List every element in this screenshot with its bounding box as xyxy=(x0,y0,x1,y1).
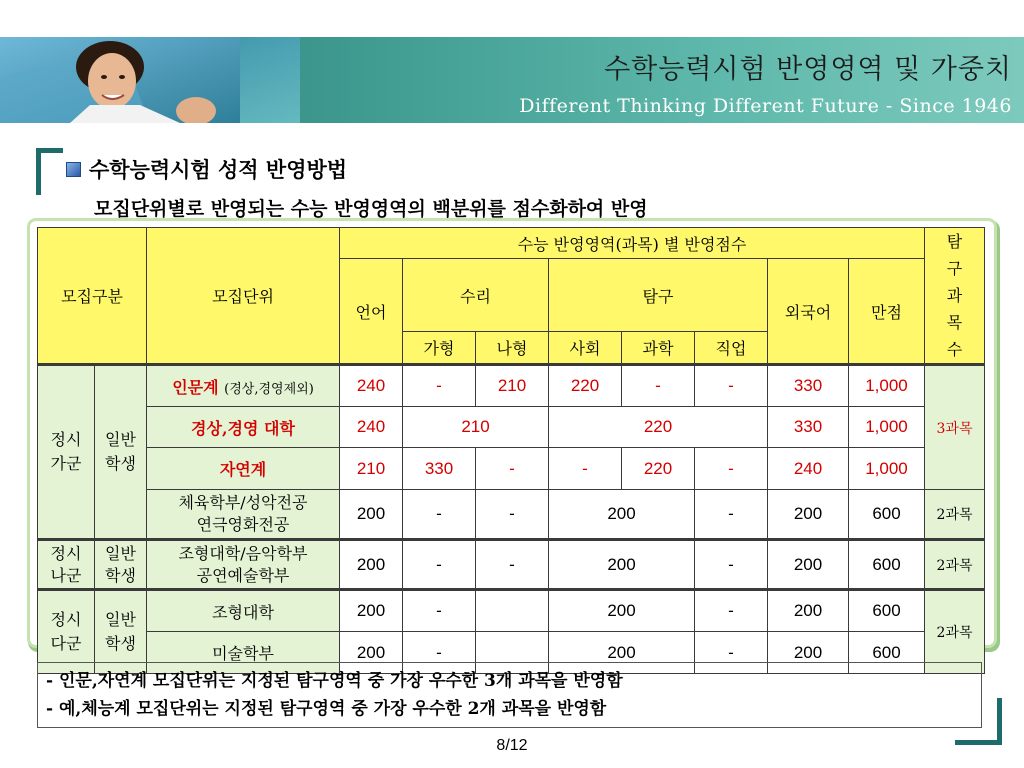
cell-foreign: 200 xyxy=(768,590,849,632)
section-subheading: 모집단위별로 반영되는 수능 반영영역의 백분위를 점수화하여 반영 xyxy=(94,198,648,220)
cell-total: 600 xyxy=(849,540,925,590)
notes-box xyxy=(37,662,982,728)
cell-math-ga: - xyxy=(403,590,476,632)
cell-math-na: 210 xyxy=(476,365,549,407)
corner-bracket-top-left xyxy=(36,148,63,195)
cell-tamgu: 220 xyxy=(549,407,768,448)
table-row xyxy=(38,407,985,448)
cell-lang: 200 xyxy=(340,590,403,632)
cell-lang: 240 xyxy=(340,365,403,407)
page-number: 8/12 xyxy=(496,737,528,754)
section-heading-text: 수학능력시험 성적 반영방법 xyxy=(89,157,348,182)
cell-total: 1,000 xyxy=(849,448,925,490)
cell-tamgu-count-ga: 3과목 xyxy=(925,365,985,490)
group-general-da: 일반 학생 xyxy=(95,590,147,674)
cell-math-na: - xyxy=(476,448,549,490)
cell-math-ga: - xyxy=(403,632,476,674)
cell-science: - xyxy=(622,365,695,407)
header-total: 만점 xyxy=(849,259,925,365)
cell-foreign: 200 xyxy=(768,540,849,590)
table-header-row xyxy=(38,228,985,259)
cell-tamgu: 200 xyxy=(549,540,695,590)
score-table xyxy=(37,227,985,674)
page-subtitle: Different Thinking Different Future - Since 1946 xyxy=(519,95,1012,117)
header-tamgu-count: 탐구과목수 xyxy=(925,228,985,365)
square-bullet-icon xyxy=(66,162,81,177)
table-row xyxy=(38,448,985,490)
header-photo-student xyxy=(0,37,240,123)
cell-foreign: 200 xyxy=(768,490,849,540)
cell-vocational: - xyxy=(695,490,768,540)
cell-vocational: - xyxy=(695,365,768,407)
cell-math: 210 xyxy=(403,407,549,448)
table-row xyxy=(38,365,985,407)
header-math-na: 나형 xyxy=(476,332,549,365)
cell-social: 220 xyxy=(549,365,622,407)
header-science: 과학 xyxy=(622,332,695,365)
cell-social: - xyxy=(549,448,622,490)
unit-design-music: 조형대학/음악학부 공연예술학부 xyxy=(147,540,340,590)
cell-foreign: 200 xyxy=(768,632,849,674)
cell-vocational: - xyxy=(695,540,768,590)
header-vocational: 직업 xyxy=(695,332,768,365)
cell-tamgu: 200 xyxy=(549,632,695,674)
cell-vocational: - xyxy=(695,590,768,632)
cell-vocational: - xyxy=(695,448,768,490)
group-ga-round: 정시 가군 xyxy=(38,365,95,540)
note-line: - 인문,자연계 모집단위는 지정된 탐구영역 중 가장 우수한 3개 과목을 반영함 xyxy=(46,671,623,691)
header-area-scores: 수능 반영영역(과목) 별 반영점수 xyxy=(340,228,925,259)
header-tamgu: 탐구 xyxy=(549,259,768,332)
cell-total: 600 xyxy=(849,490,925,540)
unit-natural-sciences: 자연계 xyxy=(147,448,340,490)
cell-foreign: 330 xyxy=(768,365,849,407)
unit-fine-arts: 미술학부 xyxy=(147,632,340,674)
group-general-ga: 일반 학생 xyxy=(95,365,147,540)
cell-tamgu: 200 xyxy=(549,590,695,632)
note-line: - 예,체능계 모집단위는 지정된 탐구영역 중 가장 우수한 2개 과목을 반영함 xyxy=(46,699,607,719)
cell-vocational: - xyxy=(695,632,768,674)
cell-lang: 200 xyxy=(340,540,403,590)
cell-total: 600 xyxy=(849,632,925,674)
cell-math-ga: - xyxy=(403,365,476,407)
cell-foreign: 240 xyxy=(768,448,849,490)
section-heading xyxy=(66,154,347,184)
cell-science: 220 xyxy=(622,448,695,490)
unit-physical-ed-vocal: 체육학부/성악전공 연극영화전공 xyxy=(147,490,340,540)
header-banner xyxy=(0,37,1024,123)
cell-math-ga: - xyxy=(403,490,476,540)
unit-business: 경상,경영 대학 xyxy=(147,407,340,448)
table-row xyxy=(38,540,985,590)
cell-tamgu-count: 2과목 xyxy=(925,540,985,590)
cell-total: 1,000 xyxy=(849,365,925,407)
cell-math-na xyxy=(476,590,549,632)
cell-lang: 200 xyxy=(340,490,403,540)
cell-math-na: - xyxy=(476,490,549,540)
header-math-ga: 가형 xyxy=(403,332,476,365)
cell-lang: 210 xyxy=(340,448,403,490)
cell-foreign: 330 xyxy=(768,407,849,448)
cell-tamgu-count-da: 2과목 xyxy=(925,590,985,674)
cell-tamgu-count: 2과목 xyxy=(925,490,985,540)
cell-total: 1,000 xyxy=(849,407,925,448)
cell-math-ga: 330 xyxy=(403,448,476,490)
cell-tamgu: 200 xyxy=(549,490,695,540)
group-general-na: 일반 학생 xyxy=(95,540,147,590)
header-social: 사회 xyxy=(549,332,622,365)
unit-design: 조형대학 xyxy=(147,590,340,632)
table-row xyxy=(38,490,985,540)
cell-total: 600 xyxy=(849,590,925,632)
header-math: 수리 xyxy=(403,259,549,332)
cell-lang: 200 xyxy=(340,632,403,674)
cell-math-ga: - xyxy=(403,540,476,590)
header-foreign: 외국어 xyxy=(768,259,849,365)
table-row xyxy=(38,590,985,632)
header-category: 모집구분 xyxy=(38,228,147,365)
cell-math-na: - xyxy=(476,540,549,590)
unit-humanities: 인문계 (경상,경영제외) xyxy=(147,365,340,407)
page-title: 수학능력시험 반영영역 및 가중치 xyxy=(604,54,1012,85)
header-unit: 모집단위 xyxy=(147,228,340,365)
header-lang: 언어 xyxy=(340,259,403,365)
group-da-round: 정시 다군 xyxy=(38,590,95,674)
cell-lang: 240 xyxy=(340,407,403,448)
group-na-round: 정시 나군 xyxy=(38,540,95,590)
